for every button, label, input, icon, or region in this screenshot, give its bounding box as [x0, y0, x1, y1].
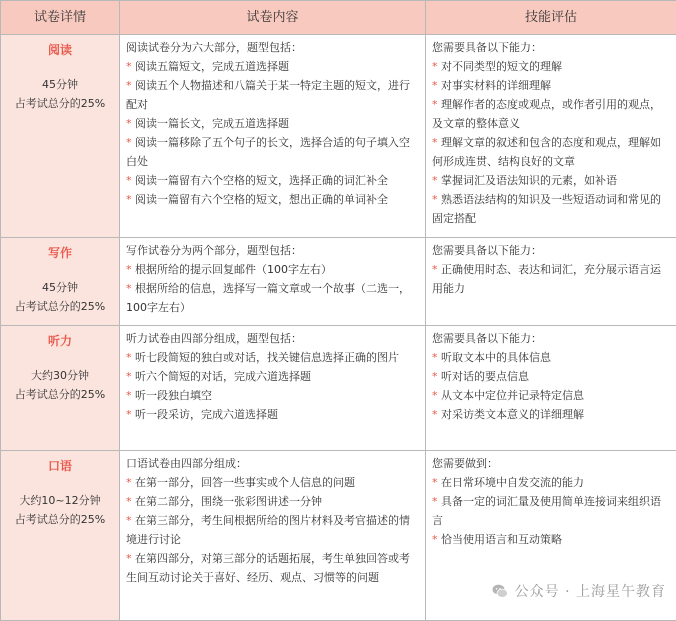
- section-duration: 大约10~12分钟: [3, 491, 117, 510]
- content-item-text: 阅读一篇留有六个空格的短文，选择正确的词汇补全: [135, 174, 388, 187]
- content-item-text: 听一段独白填空: [135, 389, 212, 402]
- content-item-text: 听一段采访，完成六道选择题: [135, 408, 278, 421]
- content-cell: [120, 238, 426, 326]
- content-item: [126, 171, 419, 190]
- section-share: 占考试总分的25%: [3, 94, 117, 113]
- bullet-marker: *: [126, 408, 132, 421]
- bullet-marker: *: [432, 98, 438, 111]
- content-item-text: 根据所给的提示回复邮件（100字左右）: [135, 263, 332, 276]
- content-item-text: 听六个简短的对话，完成六道选择题: [135, 370, 311, 383]
- section-duration: 大约30分钟: [3, 366, 117, 385]
- bullet-marker: *: [432, 408, 438, 421]
- bullet-marker: *: [432, 263, 438, 276]
- bullet-marker: *: [126, 193, 132, 206]
- skills-intro: 您需要具备以下能力：: [432, 241, 670, 260]
- skills-item: [432, 133, 670, 171]
- content-intro: 阅读试卷分为六大部分，题型包括：: [126, 38, 419, 57]
- bullet-marker: *: [432, 389, 438, 402]
- content-item: [126, 405, 419, 424]
- content-item: [126, 549, 419, 587]
- content-intro: 听力试卷由四部分组成，题型包括：: [126, 329, 419, 348]
- content-item-text: 阅读一篇留有六个空格的短文，想出正确的单词补全: [135, 193, 388, 206]
- content-item: [126, 260, 419, 279]
- content-item: [126, 348, 419, 367]
- skills-item-text: 理解作者的态度或观点，或作者引用的观点，及文章的整体意义: [432, 98, 661, 130]
- skills-intro: 您需要具备以下能力：: [432, 38, 670, 57]
- content-item: [126, 190, 419, 209]
- section-share: 占考试总分的25%: [3, 297, 117, 316]
- skills-item: [432, 530, 670, 549]
- content-item: [126, 57, 419, 76]
- bullet-marker: *: [432, 60, 438, 73]
- skills-intro: 您需要做到：: [432, 454, 670, 473]
- content-item: [126, 492, 419, 511]
- skills-item-text: 掌握词汇及语法知识的元素，如补语: [441, 174, 617, 187]
- header-content: 试卷内容: [120, 1, 426, 35]
- content-item-text: 阅读一篇移除了五个句子的长文，选择合适的句子填入空白处: [126, 136, 410, 168]
- skills-item: [432, 260, 670, 298]
- section-name: 听力: [3, 330, 117, 352]
- watermark: [491, 581, 666, 601]
- bullet-marker: *: [432, 476, 438, 489]
- skills-item-text: 听取文本中的具体信息: [441, 351, 551, 364]
- section-duration: 45分钟: [3, 75, 117, 94]
- skills-item: [432, 190, 670, 228]
- content-intro: 写作试卷分为两个部分，题型包括：: [126, 241, 419, 260]
- section-duration: 45分钟: [3, 278, 117, 297]
- content-item-text: 阅读五篇短文，完成五道选择题: [135, 60, 289, 73]
- skills-intro: 您需要具备以下能力：: [432, 329, 670, 348]
- table-body: [1, 35, 676, 621]
- content-item: [126, 279, 419, 317]
- section-details-cell: [1, 326, 120, 451]
- content-cell: [120, 451, 426, 621]
- bullet-marker: *: [126, 351, 132, 364]
- content-item: [126, 76, 419, 114]
- content-item-text: 在第四部分，对第三部分的话题拓展，考生单独回答或考生间互动讨论关于喜好、经历、观点、习惯等的问题: [126, 552, 410, 584]
- content-cell: [120, 326, 426, 451]
- content-item: [126, 511, 419, 549]
- skills-item: [432, 171, 670, 190]
- skills-item-text: 熟悉语法结构的知识及一些短语动词和常见的固定搭配: [432, 193, 661, 225]
- skills-item: [432, 473, 670, 492]
- skills-cell: [426, 326, 676, 451]
- section-share: 占考试总分的25%: [3, 510, 117, 529]
- bullet-marker: *: [126, 263, 132, 276]
- bullet-marker: *: [126, 282, 132, 295]
- content-item: [126, 473, 419, 492]
- skills-item-text: 对事实材料的详细理解: [441, 79, 551, 92]
- bullet-marker: *: [126, 174, 132, 187]
- skills-item-text: 恰当使用语言和互动策略: [441, 533, 562, 546]
- content-item: [126, 114, 419, 133]
- content-item: [126, 133, 419, 171]
- section-name: 写作: [3, 242, 117, 264]
- skills-item: [432, 492, 670, 530]
- bullet-marker: *: [432, 193, 438, 206]
- bullet-marker: *: [126, 117, 132, 130]
- header-details: 试卷详情: [1, 1, 120, 35]
- bullet-marker: *: [126, 60, 132, 73]
- content-item: [126, 386, 419, 405]
- skills-item-text: 从文本中定位并记录特定信息: [441, 389, 584, 402]
- section-name: 阅读: [3, 39, 117, 61]
- header-row: [1, 1, 676, 35]
- bullet-marker: *: [126, 389, 132, 402]
- section-details-cell: [1, 451, 120, 621]
- content-item-text: 在第三部分，考生间根据所给的图片材料及考官描述的情境进行讨论: [126, 514, 410, 546]
- bullet-marker: *: [432, 351, 438, 364]
- skills-item: [432, 76, 670, 95]
- header-skills: 技能评估: [426, 1, 676, 35]
- skills-item-text: 对采访类文本意义的详细理解: [441, 408, 584, 421]
- skills-cell: [426, 238, 676, 326]
- bullet-marker: *: [126, 79, 132, 92]
- content-item-text: 在第二部分，围绕一张彩图讲述一分钟: [135, 495, 322, 508]
- bullet-marker: *: [126, 136, 132, 149]
- skills-item: [432, 405, 670, 424]
- table-row: [1, 238, 676, 326]
- watermark-text: 公众号 · 上海星午教育: [515, 581, 666, 601]
- bullet-marker: *: [432, 495, 438, 508]
- content-item-text: 根据所给的信息，选择写一篇文章或一个故事（二选一，100字左右）: [126, 282, 410, 314]
- section-share: 占考试总分的25%: [3, 385, 117, 404]
- bullet-marker: *: [432, 79, 438, 92]
- section-details-cell: [1, 35, 120, 238]
- wechat-icon: [491, 582, 509, 600]
- skills-item-text: 对不同类型的短文的理解: [441, 60, 562, 73]
- skills-item-text: 正确使用时态、表达和词汇，充分展示语言运用能力: [432, 263, 661, 295]
- bullet-marker: *: [126, 495, 132, 508]
- bullet-marker: *: [126, 514, 132, 527]
- bullet-marker: *: [432, 370, 438, 383]
- content-item-text: 在第一部分，回答一些事实或个人信息的问题: [135, 476, 355, 489]
- skills-item: [432, 367, 670, 386]
- content-item-text: 阅读五个人物描述和八篇关于某一特定主题的短文，进行配对: [126, 79, 410, 111]
- table-row: [1, 35, 676, 238]
- skills-item: [432, 57, 670, 76]
- bullet-marker: *: [126, 370, 132, 383]
- skills-item-text: 具备一定的词汇量及使用简单连接词来组织语言: [432, 495, 661, 527]
- skills-item: [432, 95, 670, 133]
- skills-cell: [426, 35, 676, 238]
- skills-item-text: 听对话的要点信息: [441, 370, 529, 383]
- content-item: [126, 367, 419, 386]
- bullet-marker: *: [432, 174, 438, 187]
- section-name: 口语: [3, 455, 117, 477]
- skills-item: [432, 348, 670, 367]
- skills-item: [432, 386, 670, 405]
- bullet-marker: *: [126, 552, 132, 565]
- content-cell: [120, 35, 426, 238]
- bullet-marker: *: [432, 533, 438, 546]
- table-row: [1, 326, 676, 451]
- skills-item-text: 理解文章的叙述和包含的态度和观点，理解如何形成连贯、结构良好的文章: [432, 136, 661, 168]
- bullet-marker: *: [432, 136, 438, 149]
- content-intro: 口语试卷由四部分组成：: [126, 454, 419, 473]
- bullet-marker: *: [126, 476, 132, 489]
- section-details-cell: [1, 238, 120, 326]
- content-item-text: 阅读一篇长文，完成五道选择题: [135, 117, 289, 130]
- content-item-text: 听七段简短的独白或对话，找关键信息选择正确的图片: [135, 351, 399, 364]
- skills-item-text: 在日常环境中自发交流的能力: [441, 476, 584, 489]
